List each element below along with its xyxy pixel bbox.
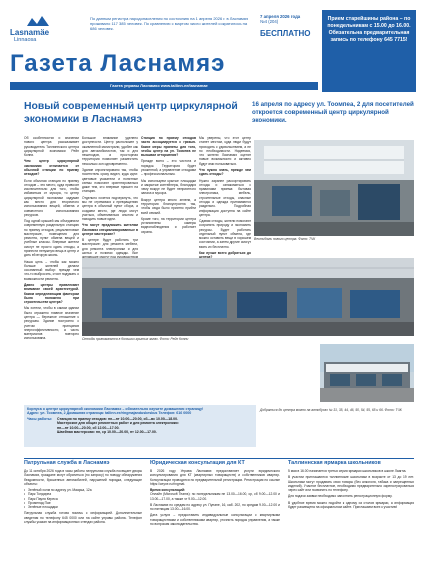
- fair-p3: Для подачи заявки необходимо заполнить регистрационную форму.: [288, 494, 393, 499]
- photo-exterior: [320, 344, 414, 402]
- col1-q1: Чем центр циркулярной экономики отличается от обычной станции по приему отходов?: [24, 159, 79, 177]
- exterior-image-icon: [320, 344, 414, 402]
- col1-q2: Давно центры привлекают внимание своей архитектурой. Каким определяющим фактором было положено при строительстве центра?: [24, 283, 79, 305]
- bottom-block-fair: [288, 461, 414, 511]
- caption-bus: Добраться до центра можно на автобусах № 31, 35, 44, 46, 50, 54, 55, 65 и 66. Фото: ТЧК: [260, 408, 402, 412]
- col1-p2: Если обычная станция по приему отходов – это место, куда привозят исключительно для того, чтобы избавиться от мусора, то центр циркулярной экономики задуман как место для вторичного использования вещей, обмена и совместного использования ресурсов.: [24, 178, 79, 217]
- col4-q2: Как лучше всего добраться до: [199, 251, 251, 256]
- col4-p3: Сдавая отходы, жители помогают сохранять природу и экономить ресурсы. Будет работать отдельный пункт обмена, где можно оставить вещи в хорошем состоянии, а затем другие смогут взять их бесплатно.: [199, 219, 251, 249]
- fair-p4: В удобное время можно подойти к одному из столов ярмарки, а информация будет размещена на официальном сайте. Приглашаем всех к участию!: [288, 500, 414, 509]
- bottom-block-patrol: [24, 461, 142, 526]
- col3-p3: Вокруг центра много зелени, а территория благоустроена так, чтобы сюда было приятно прийти всей семьей.: [141, 197, 196, 215]
- article-lead: 16 апреля по адресу ул. Тоомпеа, 2 для посетителей откроется современный центр циркулярной экономики.: [252, 101, 414, 124]
- hours-3: пн—пт 10.00—20.00, сб 12.00—17.00.: [57, 425, 120, 430]
- fair-title: Таллиннская ярмарка школьников: [288, 460, 381, 466]
- patrol-item: • Парк Тондиреа: [24, 492, 142, 496]
- hours-1: Станция по приему отходов: пн—пт 10.00—20.00, сб—вс 10.00—18.00.: [57, 416, 179, 421]
- photo-lobby: [254, 140, 414, 236]
- population-notice: По данным регистра народонаселения по состоянию на 1 апреля 2026 г. в Ласнамяэ проживало 117 385 человек. По сравнению с мартом число жителей сократилось на 686 человек.: [90, 16, 248, 32]
- col3-p1: Прежде всего – это чистота и порядок. Территория будет ухоженной, а управление отходами – профессиональным.: [141, 159, 196, 177]
- photo-hall: [82, 258, 414, 336]
- patrol-p1: До 11 октября 2026 года в часы работы патрульная служба посещает дворы Ласнамяэ, граждане могут обратиться (по запросу) по поводу обнаружения бездомности, брошенных автомобилей, нарушений порядка, следующие объекты:: [24, 468, 142, 486]
- col3-q1: Станция по приему отходов часто ассоциируется с грязью. Какие меры приняты для того, чтобы центр на ул. Тоомпеа не вызывал отторжения?: [141, 136, 196, 158]
- col1-p5: Мы хотели, чтобы в самом здании было отражено главное значение центра — бережное отношение к ресурсам. Здание построено с учетом принципов энергоэффективности, а часть материалов повторно использована.: [24, 306, 79, 341]
- info-bar: [24, 405, 256, 447]
- col1-p3: Под одной крышей мы объединили современную раздельную станцию по приему отходов, рециклинговые мастерские, помещения для ремонта, пункт обмена вещей и учебные классы. Впервые жители смогут не просто сдать отходы, а принести ненужную вещь в центр и дать ей вторую жизнь.: [24, 219, 79, 258]
- free-label: БЕСПЛАТНО: [260, 28, 311, 38]
- promo-box: [322, 10, 416, 92]
- legal-p4: Дата услуги – предоставить индивидуальные консультации с квартирными товариществами и собственниками квартир, уточнить порядок управления, а также по вопросам законодательства.: [150, 513, 280, 527]
- col3-p4: Кроме того, на территории центра установлены камеры видеонаблюдения и работает охрана.: [141, 216, 196, 234]
- patrol-item: • Зелёный холм по адресу ул. Маарьа, 12а: [24, 488, 142, 492]
- info-line2: Адрес: ул. Тоомпеа, 2 Домашняя страница: tallinn.ee/ringmajanduskeskus Телефон: 616 0000: [27, 411, 192, 416]
- col3-p2: Мы используем крытые площадки и закрытые контейнеры, благодаря чему вокруг не будет неприятного запаха и мусора.: [141, 178, 196, 196]
- logo: [10, 14, 70, 44]
- tagline-bar: [10, 82, 318, 90]
- lobby-image-icon: [254, 140, 414, 236]
- caption-lobby: Вестибюль нового центра. Фото: ТЧК: [254, 237, 316, 241]
- col2-p2: Здание спроектировано так, чтобы посетитель сразу видел, куда идти: цветовые указатели и понятные схемы помогают ориентироваться даже тем, кто впервые пришел на станцию.: [82, 167, 138, 194]
- lasnamae-logo-icon: [26, 14, 50, 28]
- caption-hall: Отходы принимаются в больших крытых залах. Фото: Рейн Коппи: [82, 337, 189, 341]
- article-col-1: [24, 136, 79, 343]
- col2-p1: Большое внимание уделено доступности. Центр расположен у оживленной магистрали, удобен как для автомобилистов, так и для пешеходов, а просторная территория позволяет разместить несколько зон одновременно.: [82, 136, 138, 166]
- legal-p2: Онлайн (Microsoft Teams): по понедельникам пн 13.00—16.00, ср, сб 9.00—12.00 и 13.00—17.00, а также чт 9.00—12.00.: [150, 492, 280, 501]
- patrol-p2: Патрульная служба готова помочь с информацией. Дополнительные сведения по телефону 645 0000 или на сайте управы района. Телефон службы указан на информационных стендах района.: [24, 511, 142, 525]
- issue-box: [260, 14, 320, 39]
- article-col-3: [141, 136, 196, 236]
- col4-p2: Нужно заранее рассортировать отходы и ознакомиться с правилами приема: бытовая электроника, мебель, строительные отходы, опасные отходы и одежда принимаются раздельно. Подробная информация доступна на сайте центра.: [199, 178, 251, 217]
- logo-line2: Linnaosa: [14, 37, 37, 43]
- patrol-item: • Парк Пауля Кереса: [24, 497, 142, 501]
- col4-p1: Мы уверены, что этот центр станет местом, куда люди будут приходить с удовольствием, а не по необходимости. Надеемся, что жители Ласнамяэ оценят новые возможности и активно будут ими пользоваться.: [199, 136, 251, 166]
- patrol-item: • Променад Пае: [24, 501, 142, 505]
- hours-4: Швейная мастерская: пн, ср 10.00—20.00, пт 12.00—17.00.: [57, 430, 157, 435]
- issue-number: №4 (204): [260, 19, 279, 25]
- divider-bottom: [24, 458, 414, 459]
- col2-p4: В центре будут работать три мастерские: для ремонта мебели, для ремонта электроники и для шитья и починки одежды. Все: [82, 238, 138, 256]
- col2-p3: Отдельно хочется подчеркнуть, что мы не стремимся к превращению центра в обычный пункт сбора, а создаем место, где люди могут учиться, обмениваться опытом и находить новые идеи.: [82, 195, 138, 222]
- legal-title: Юридическая консультация для КТ: [150, 460, 245, 466]
- legal-p3: В Ласнамяэ по средам по адресу ул. Пунане, 16, каб. 202, по средам 9.00—12.00 и по пятницам 13.00—16.00.: [150, 502, 280, 512]
- patrol-title: Патрульная служба в Ласнамяэ: [24, 460, 110, 466]
- fair-p2: В участии приглашаются таллиннские школьники в возрасте от 13 до 19 лет. Школьники могут продавать свои товары (без алкоголя, табака и запрещенных изделий). Участие бесплатное, необходимо предварительно зарегистрироваться через сайт или позвонить по телефону.: [288, 475, 414, 493]
- masthead-title: Газета Ласнамяэ: [10, 50, 226, 77]
- col4-q1: Что нужно знать, прежде чем сдать отходы?: [199, 167, 251, 177]
- masthead: [10, 48, 318, 80]
- patrol-list: [24, 488, 142, 509]
- promo-text: Прием старейшины района – по понедельникам с 15.00 до 16.00. Обязательна предварительная запись по телефону 645 7715!: [327, 16, 411, 44]
- info-line1: Корпуса о центре циркулярной экономики Ласнамяэ – обязательно изучите домашнюю страницу!: [27, 407, 204, 411]
- article-headline: Новый современный центр циркулярной экономики в Ласнамяэ: [24, 101, 238, 125]
- legal-label: Время консультаций:: [150, 488, 186, 493]
- legal-p1: В 2026 году Управа Ласнамяэ предоставляет услуги юридического консультирования для КТ (квартирных товариществ) и собственников квартир. Консультации проводятся по предварительной регистрации. Регистрация по ссылке https://ceyxe.ru/ringmat.: [150, 468, 280, 486]
- tagline: Газета управы Ласнамяэ www.tallinn.ee/lasnamae: [110, 83, 208, 88]
- patrol-item: • Зелёные площадки: [24, 505, 142, 509]
- hours-label: Часы работы:: [27, 416, 53, 421]
- hall-image-icon: [82, 258, 414, 336]
- hours-2: Мастерские для общих ремонтных работ и для ремонта электроники:: [57, 421, 179, 426]
- col2-q1: Что могут предложить жителям Ласнамяэ специализированные в центре мастерские?: [82, 223, 138, 236]
- issue-date: 7 апреля 2026 года: [260, 14, 301, 19]
- col1-p4: Наша цель – чтобы как можно больше жителей делали осознанный выбор: прежде чем что-то выбросить, стоит подумать о возможности ремонта.: [24, 259, 79, 281]
- col1-p1: Об особенностях и значении нового центра рассказывает руководитель Таллиннского центра циркулярной экономики Рейн Коппи.: [24, 136, 79, 158]
- logo-line1: Lasnamäe: [10, 28, 50, 37]
- bottom-block-legal: [150, 461, 280, 528]
- fair-p1: 5 мая в 16.00 начинается третья серия ярмарки школьников в школе Лаагна.: [288, 468, 407, 473]
